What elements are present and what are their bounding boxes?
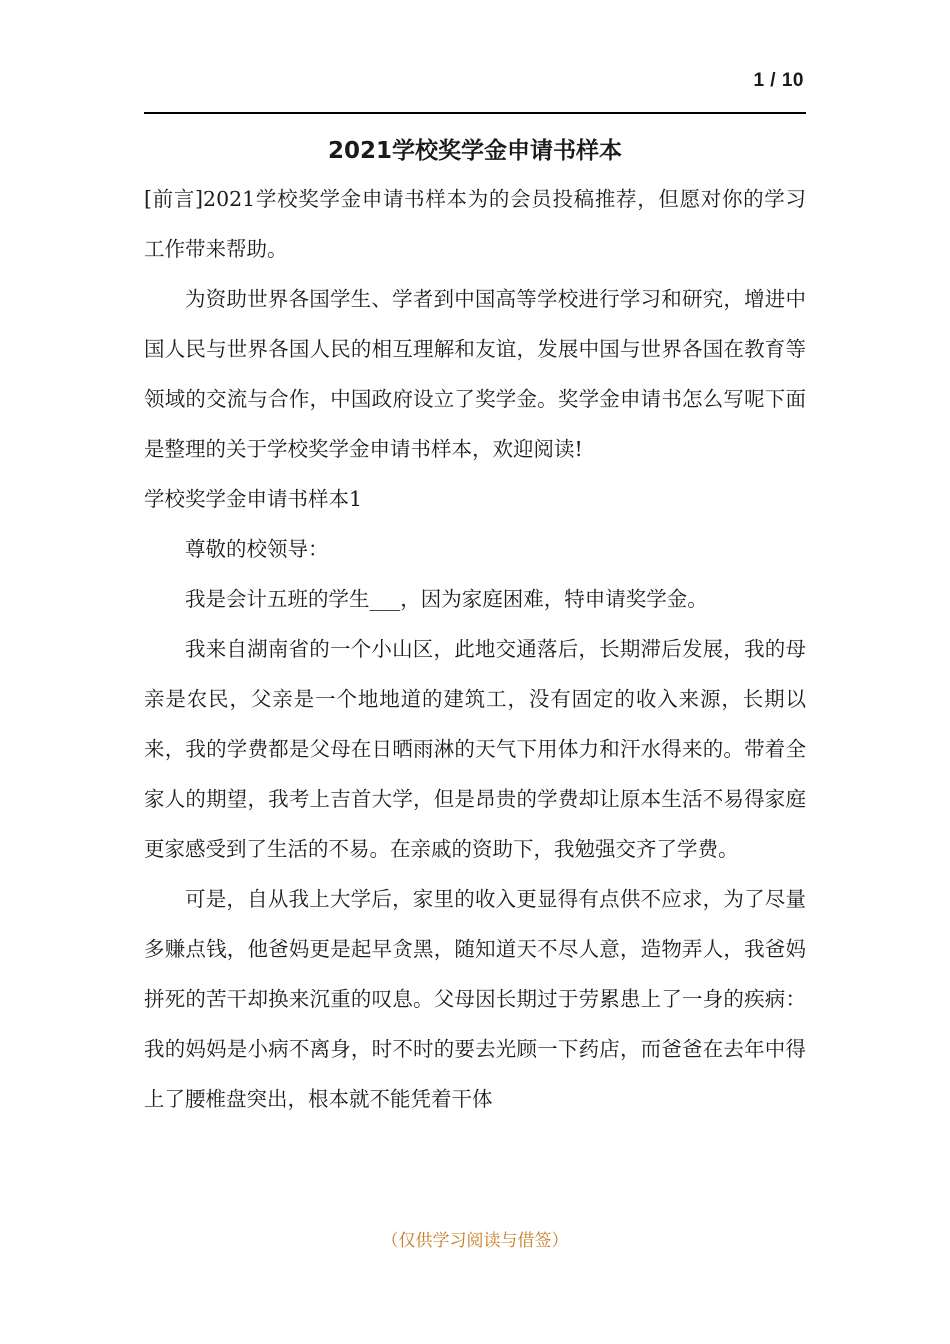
paragraph-intro: 为资助世界各国学生、学者到中国高等学校进行学习和研究，增进中国人民与世界各国人民的相互理解和友谊，发展中国与世界各国在教育等领域的交流与合作，中国政府设立了奖学金。奖学金申请书怎么写呢下面是整理的关于学校奖学金申请书样本，欢迎阅读! (144, 287, 806, 461)
paragraph-body: 我是会计五班的学生___，因为家庭困难，特申请奖学金。 (185, 587, 708, 611)
footer-note: （仅供学习阅读与借签） (381, 1231, 569, 1251)
paragraph-preface: [前言]2021学校奖学金申请书样本为的会员投稿推荐，但愿对你的学习工作带来帮助。 (144, 187, 806, 261)
header-divider (144, 112, 806, 114)
paragraph-body: 我来自湖南省的一个小山区，此地交通落后，长期滞后发展，我的母亲是农民，父亲是一个地地道的建筑工，没有固定的收入来源，长期以来，我的学费都是父母在日晒雨淋的天气下用体力和汗水得来的。带着全家人的期望，我考上吉首大学，但是昂贵的学费却让原本生活不易得家庭更家感受到了生活的不易。在亲戚的资助下，我勉强交齐了学费。 (144, 637, 806, 861)
paragraph-salutation: 尊敬的校领导： (185, 537, 329, 561)
paragraph-body: 可是，自从我上大学后，家里的收入更显得有点供不应求，为了尽量多赚点钱，他爸妈更是起早贪黑，随知道天不尽人意，造物弄人，我爸妈拼死的苦干却换来沉重的叹息。父母因长期过于劳累患上了一身的疾病：我的妈妈是小病不离身，时不时的要去光顾一下药店，而爸爸在去年中得上了腰椎盘突出，根本就不能凭着干体 (144, 887, 806, 1111)
document-title: 2021学校奖学金申请书样本 (327, 138, 622, 164)
page-number: 1 / 10 (753, 70, 804, 91)
section-heading: 学校奖学金申请书样本1 (144, 487, 363, 511)
document-body (144, 174, 806, 1124)
